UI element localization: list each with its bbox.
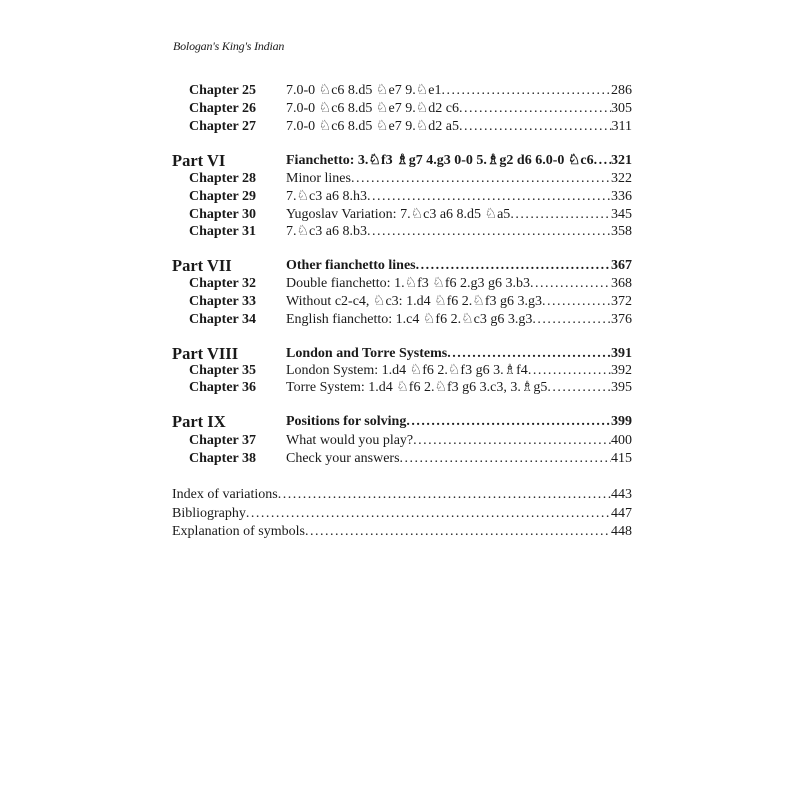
page-number: 400 bbox=[611, 433, 632, 448]
leader-dots bbox=[594, 152, 611, 170]
part-title: London and Torre Systems bbox=[286, 346, 448, 361]
leader-dots bbox=[532, 311, 611, 329]
chapter-label: Chapter 32 bbox=[189, 276, 257, 291]
page-number: 391 bbox=[611, 346, 632, 361]
back-matter-title: Explanation of symbols bbox=[172, 524, 305, 539]
leader-dots bbox=[406, 413, 611, 431]
part-title: Positions for solving bbox=[286, 414, 407, 429]
leader-dots bbox=[530, 275, 611, 293]
leader-dots bbox=[510, 206, 611, 224]
page-number: 345 bbox=[611, 207, 632, 222]
page-number: 399 bbox=[611, 414, 632, 429]
leader-dots bbox=[528, 362, 611, 380]
chapter-label: Chapter 33 bbox=[189, 294, 257, 309]
page-number: 367 bbox=[611, 258, 632, 273]
chapter-title: 7.♘c3 a6 8.b3 bbox=[286, 224, 367, 239]
chapter-label: Chapter 37 bbox=[189, 433, 257, 448]
leader-dots bbox=[305, 523, 611, 541]
page-number: 305 bbox=[611, 101, 632, 116]
leader-dots bbox=[547, 379, 611, 397]
chapter-title: English fianchetto: 1.c4 ♘f6 2.♘c3 g6 3.g3 bbox=[286, 312, 533, 327]
page-number: 448 bbox=[611, 524, 632, 539]
running-head: Bologan's King's Indian bbox=[173, 39, 285, 53]
leader-dots bbox=[413, 432, 611, 450]
chapter-label: Chapter 36 bbox=[189, 380, 257, 395]
page-number: 372 bbox=[611, 294, 632, 309]
page-number: 322 bbox=[611, 171, 632, 186]
chapter-title: Double fianchetto: 1.♘f3 ♘f6 2.g3 g6 3.b3 bbox=[286, 276, 531, 291]
chapter-title: 7.♘c3 a6 8.h3 bbox=[286, 189, 367, 204]
leader-dots bbox=[441, 82, 611, 100]
back-matter-title: Index of variations bbox=[172, 487, 278, 502]
leader-dots bbox=[246, 505, 611, 523]
chapter-title: What would you play? bbox=[286, 433, 414, 448]
page-number: 395 bbox=[611, 380, 632, 395]
chapter-label: Chapter 35 bbox=[189, 363, 257, 378]
chapter-title: Minor lines bbox=[286, 171, 351, 186]
page-number: 311 bbox=[611, 119, 632, 134]
leader-dots bbox=[416, 257, 611, 275]
part-label: Part IX bbox=[172, 412, 226, 431]
part-title: Fianchetto: 3.♘f3 ♗g7 4.g3 0-0 5.♗g2 d6 6.0-0 ♘c6 bbox=[286, 153, 594, 168]
leader-dots bbox=[542, 293, 611, 311]
page-number: 358 bbox=[611, 224, 632, 239]
part-label: Part VIII bbox=[172, 344, 239, 363]
back-matter-title: Bibliography bbox=[172, 506, 246, 521]
chapter-title: 7.0-0 ♘c6 8.d5 ♘e7 9.♘d2 c6 bbox=[286, 101, 459, 116]
chapter-label: Chapter 34 bbox=[189, 312, 257, 327]
leader-dots bbox=[459, 118, 612, 136]
page-number: 321 bbox=[611, 153, 632, 168]
chapter-label: Chapter 29 bbox=[189, 189, 257, 204]
chapter-title: 7.0-0 ♘c6 8.d5 ♘e7 9.♘e1 bbox=[286, 83, 442, 98]
page-number: 286 bbox=[611, 83, 632, 98]
chapter-label: Chapter 25 bbox=[189, 83, 257, 98]
leader-dots bbox=[351, 170, 611, 188]
leader-dots bbox=[447, 345, 611, 363]
leader-dots bbox=[367, 188, 611, 206]
leader-dots bbox=[278, 486, 611, 504]
part-title: Other fianchetto lines bbox=[286, 258, 416, 273]
part-label: Part VI bbox=[172, 151, 226, 170]
chapter-label: Chapter 31 bbox=[189, 224, 257, 239]
page-number: 376 bbox=[611, 312, 632, 327]
page-number: 447 bbox=[611, 506, 632, 521]
chapter-title: Without c2-c4, ♘c3: 1.d4 ♘f6 2.♘f3 g6 3.g3 bbox=[286, 294, 542, 309]
part-label: Part VII bbox=[172, 256, 232, 275]
page-number: 415 bbox=[611, 451, 632, 466]
leader-dots bbox=[459, 100, 611, 118]
chapter-label: Chapter 38 bbox=[189, 451, 257, 466]
chapter-label: Chapter 26 bbox=[189, 101, 257, 116]
leader-dots bbox=[367, 223, 611, 241]
chapter-title: Yugoslav Variation: 7.♘c3 a6 8.d5 ♘a5 bbox=[286, 207, 511, 222]
chapter-title: Torre System: 1.d4 ♘f6 2.♘f3 g6 3.c3, 3.♗g5 bbox=[286, 380, 548, 395]
page-number: 392 bbox=[611, 363, 632, 378]
page-number: 443 bbox=[611, 487, 632, 502]
chapter-title: Check your answers bbox=[286, 451, 400, 466]
chapter-label: Chapter 30 bbox=[189, 207, 257, 222]
chapter-label: Chapter 28 bbox=[189, 171, 257, 186]
chapter-title: London System: 1.d4 ♘f6 2.♘f3 g6 3.♗f4 bbox=[286, 363, 528, 378]
page-number: 336 bbox=[611, 189, 632, 204]
chapter-label: Chapter 27 bbox=[189, 119, 257, 134]
page-number: 368 bbox=[611, 276, 632, 291]
chapter-title: 7.0-0 ♘c6 8.d5 ♘e7 9.♘d2 a5 bbox=[286, 119, 459, 134]
leader-dots bbox=[400, 450, 611, 468]
